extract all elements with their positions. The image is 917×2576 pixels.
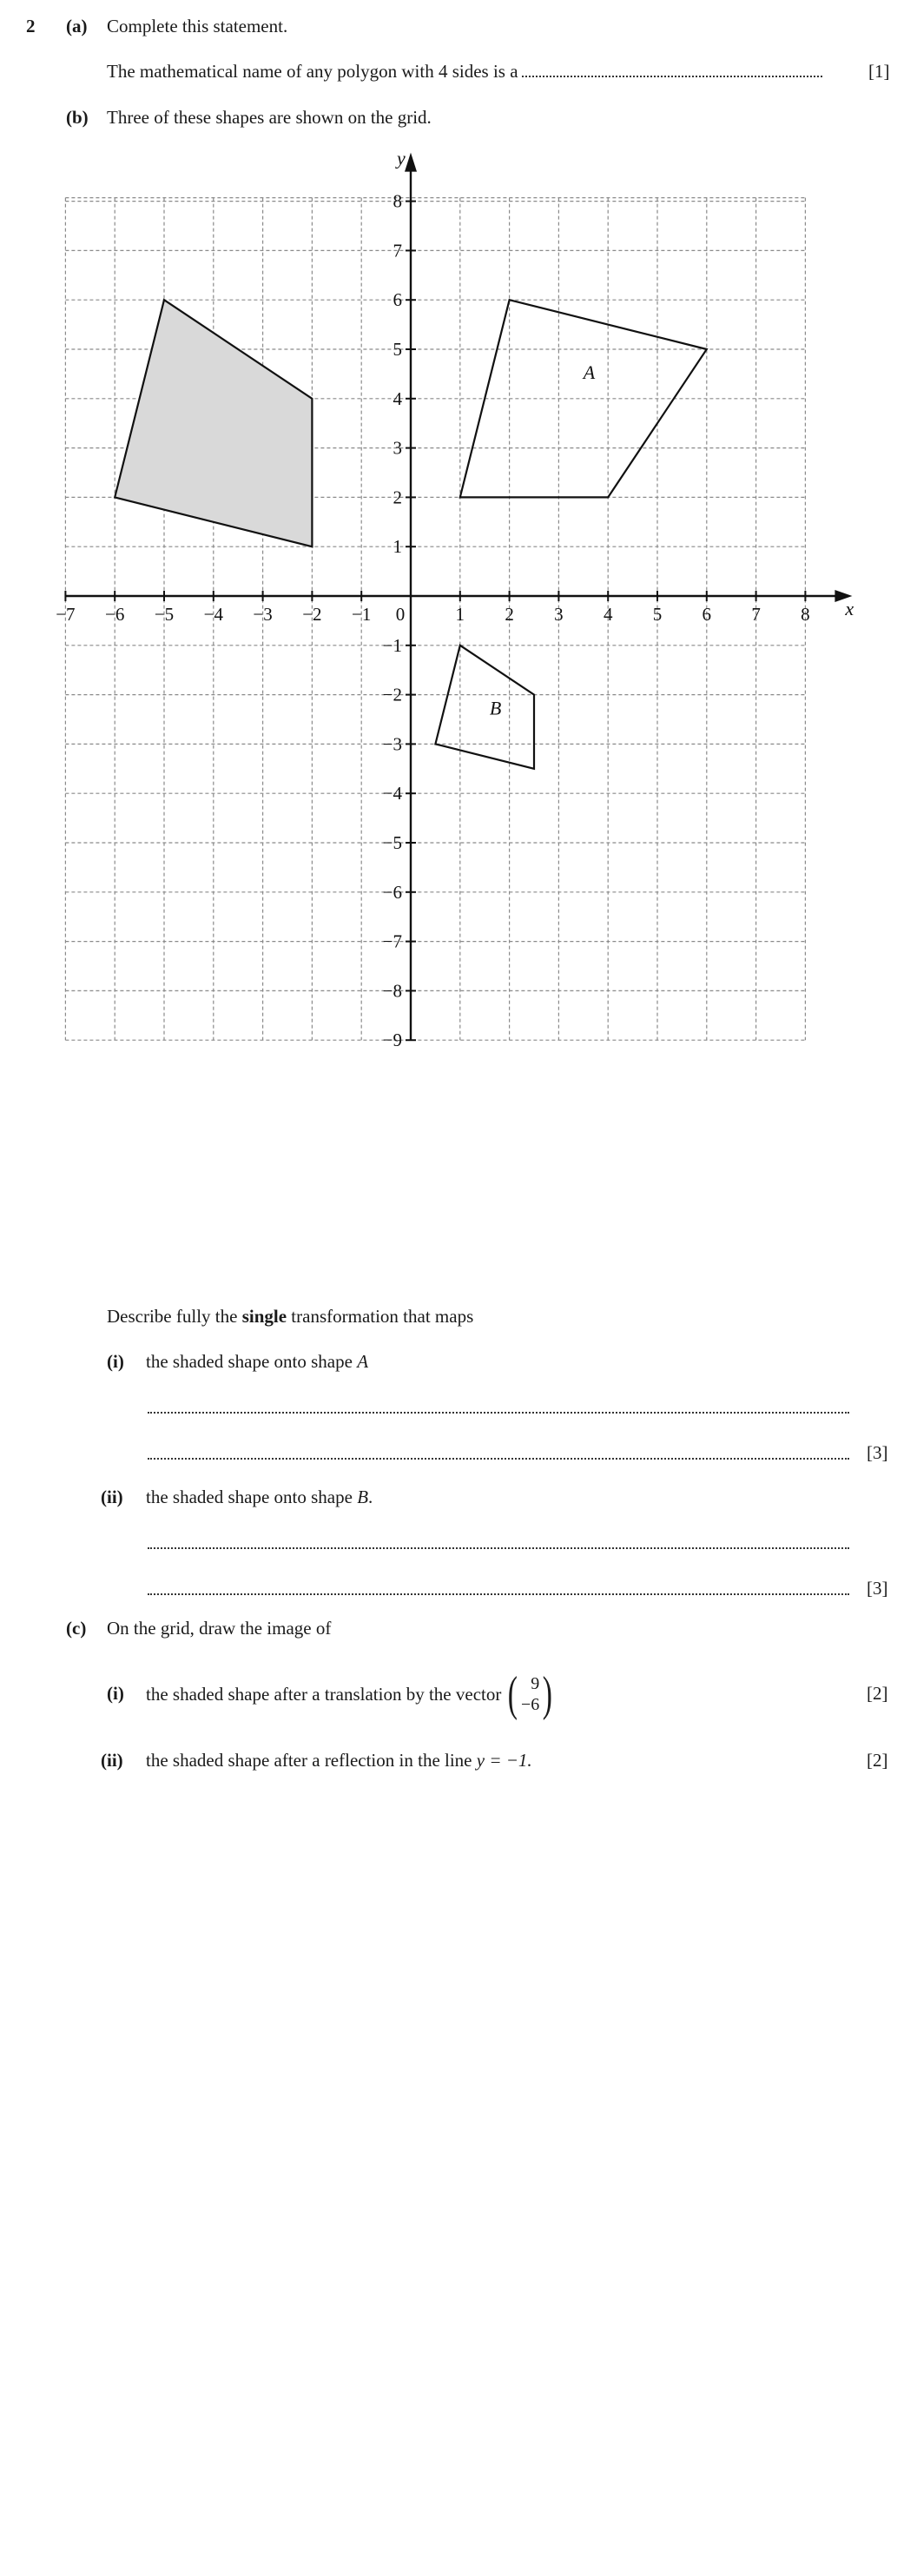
part-c-i-text-main: the shaded shape after a translation by the vector — [146, 1683, 502, 1705]
part-b-i-marks: [3] — [867, 1442, 888, 1463]
vector-left-paren: ( — [508, 1667, 518, 1721]
part-c-i-marks: [2] — [867, 1683, 888, 1704]
part-b-ii-label: (ii) — [101, 1487, 123, 1507]
y-tick-label: −5 — [382, 832, 402, 853]
part-b-describe-pre: Describe fully the — [107, 1306, 238, 1327]
x-tick-label: −4 — [203, 604, 223, 625]
y-tick-label: 1 — [393, 536, 402, 558]
y-tick-label: 4 — [393, 387, 402, 409]
part-b-ii-suffix: . — [368, 1487, 373, 1507]
part-b-i-answer-line-1[interactable] — [148, 1412, 849, 1414]
x-axis-label: x — [845, 598, 854, 619]
x-tick-label: −1 — [352, 604, 372, 625]
part-b-label: (b) — [66, 107, 89, 128]
part-c-i-label: (i) — [107, 1683, 124, 1704]
x-tick-label: 6 — [702, 604, 712, 625]
vector-right-paren: ) — [543, 1667, 553, 1721]
part-b-ii-shape: B — [357, 1487, 369, 1507]
part-c-i-text — [146, 1666, 556, 1722]
x-tick-label: 1 — [455, 604, 465, 625]
x-tick-label: −3 — [253, 604, 273, 625]
vector-top: 9 — [531, 1674, 540, 1693]
part-b-ii-text — [146, 1487, 373, 1508]
shape-label-b: B — [489, 697, 502, 719]
y-tick-label: 5 — [393, 339, 402, 360]
part-b-i-text — [146, 1351, 368, 1373]
part-c-ii-text-main: the shaded shape after a reflection in the line — [146, 1750, 472, 1771]
part-c-label: (c) — [66, 1618, 87, 1639]
part-b-i-label: (i) — [107, 1351, 124, 1372]
shape-b — [435, 646, 534, 769]
y-tick-label: −1 — [382, 634, 402, 656]
x-tick-label: −6 — [105, 604, 125, 625]
x-tick-label: −7 — [56, 604, 76, 625]
x-tick-label: 8 — [801, 604, 810, 625]
y-tick-label: −6 — [382, 881, 402, 903]
part-b-i-answer-line-2[interactable] — [148, 1458, 849, 1460]
part-a-statement-text: The mathematical name of any polygon with 4 sides is a — [107, 61, 518, 82]
vector-bottom: −6 — [521, 1695, 540, 1714]
x-tick-label: 3 — [554, 604, 564, 625]
shaded-shape — [115, 300, 312, 546]
x-tick-label: 7 — [751, 604, 761, 625]
y-tick-label: −2 — [382, 684, 402, 705]
part-b-describe — [107, 1306, 473, 1328]
part-b-describe-bold: single — [241, 1306, 287, 1327]
part-c-ii-marks: [2] — [867, 1750, 888, 1771]
coordinate-grid[interactable] — [0, 0, 917, 1069]
y-axis-arrow — [405, 153, 417, 172]
part-b-i-shape: A — [357, 1351, 369, 1372]
y-axis-label: y — [397, 147, 406, 169]
y-tick-label: 6 — [393, 289, 402, 311]
y-tick-label: 8 — [393, 190, 402, 212]
part-b-ii-answer-line-1[interactable] — [148, 1547, 849, 1549]
y-tick-label: 2 — [393, 487, 402, 508]
part-a-instruction: Complete this statement. — [107, 16, 288, 36]
translation-vector — [505, 1667, 556, 1721]
part-c-ii-equation: y = −1. — [476, 1750, 532, 1771]
part-c-ii-text — [146, 1750, 532, 1771]
y-tick-label: −8 — [382, 980, 402, 1002]
x-tick-label: 0 — [395, 604, 406, 625]
y-tick-label: −9 — [382, 1030, 402, 1051]
x-tick-label: 4 — [603, 604, 613, 625]
part-b-i-text-main: the shaded shape onto shape — [146, 1351, 353, 1372]
y-tick-label: −7 — [382, 930, 402, 952]
y-tick-label: −4 — [382, 783, 402, 805]
part-c-ii-label: (ii) — [101, 1750, 123, 1771]
question-number: 2 — [26, 16, 36, 36]
y-tick-label: 7 — [393, 240, 402, 262]
part-b-ii-text-main: the shaded shape onto shape — [146, 1487, 353, 1507]
part-b-intro: Three of these shapes are shown on the grid. — [107, 107, 432, 128]
part-b-ii-marks: [3] — [867, 1578, 888, 1599]
x-tick-label: −5 — [154, 604, 175, 625]
part-a-marks: [1] — [868, 61, 890, 82]
part-c-intro: On the grid, draw the image of — [107, 1618, 332, 1639]
part-b-describe-post: transformation that maps — [291, 1306, 474, 1327]
x-tick-label: 2 — [505, 604, 514, 625]
y-tick-label: 3 — [393, 437, 402, 459]
shape-label-a: A — [583, 361, 596, 384]
x-tick-label: 5 — [652, 604, 663, 625]
x-tick-label: −2 — [302, 604, 322, 625]
part-a-label: (a) — [66, 16, 88, 36]
part-b-ii-answer-line-2[interactable] — [148, 1593, 849, 1595]
y-tick-label: −3 — [382, 733, 402, 755]
